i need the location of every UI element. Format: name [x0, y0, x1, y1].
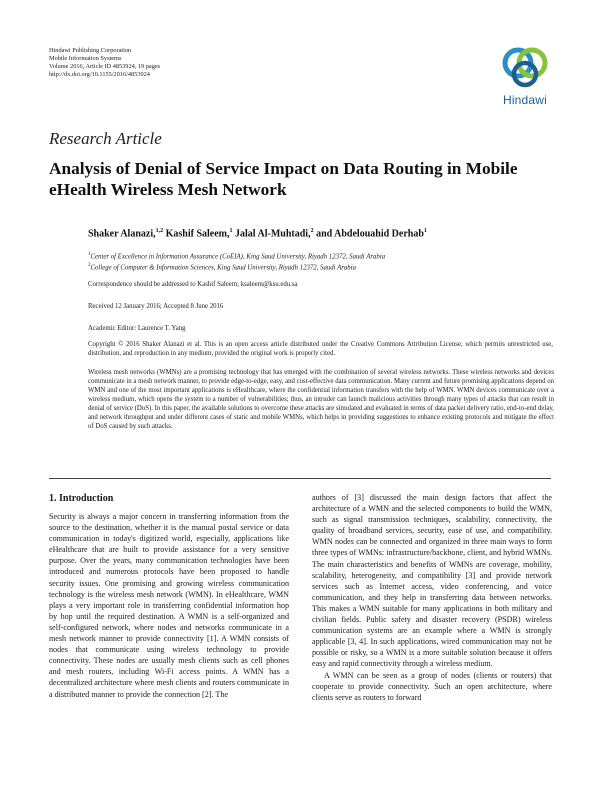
body-paragraph: A WMN can be seen as a group of nodes (clients or routers) that cooperate to provide connectivity. Such an open architecture, where clients serve as routers to forward — [312, 670, 552, 702]
journal-header — [49, 47, 160, 79]
section-heading: 1. Introduction — [49, 493, 114, 504]
body-paragraph: Security is always a major concern in transferring information from the source to the destination, whether it is the manual postal service or data communication in today's digitized world, especially, applications like eHealthcare that are built to provide assistance for a very sensitive purpose. Over the years, many communication technologies have been introduced and numerous protocols have been proposed to handle security issues. One promising and growing wireless communication technology is the wireless mesh network (WMN). In eHealthcare, WMN plays a very important role in transferring confidential information hop by hop until the required destination. A WMN is a self-organized and self-configured network, where nodes and networks communicate in a mesh network manner to provide connectivity [1]. A WMN consists of nodes that communicate using wireless technology to provide connectivity. These nodes are usually mesh clients such as cell phones and mesh routers, including Wi-Fi access points. A WMN has a decentralized architecture where mesh clients and routers communicate in a distributed manner to provide the connection [2]. The — [49, 512, 289, 699]
volume-info: Volume 2016, Article ID 4853924, 19 pages — [49, 63, 161, 70]
author-name: Jalal Al-Muhtadi, — [235, 228, 311, 240]
affiliations — [88, 250, 558, 273]
copyright-notice: Copyright © 2016 Shaker Alanazi et al. This is an open access article distributed under the Creative Commons Attribution License, which permits unrestricted use, distribution, and reproduction in any medium, provided the original work is properly cited. — [88, 341, 553, 357]
section-divider — [49, 478, 551, 479]
author-affil-sup: 1 — [423, 228, 427, 234]
body-paragraph: authors of [3] discussed the main design factors that affect the architecture of a WMN and the selected components to build the WMN, such as signal transmission techniques, scalability, connectivity, the quality of broadband services, security, ease of use, and compatibility. WMN nodes can be connected and organized in three main ways to form three types of WMNs: infrastructure/backbone, client, and hybrid WMNs. The main characteristics and benefits of WMNs are coverage, mobility, scalability, heterogeneity, and compatibility [3] and provide network services such as Internet access, video conferencing, and voice communication, and they help in transferring data between networks. This makes a WMN suitable for many applications in both military and civilian fields. Public safety and disaster recovery (PSDR) wireless communication systems are an example where a WMN is strongly applicable [3, 4]. In such applications, wired communication may not be possible or risky, so a WMN is a more suitable solution because it offers easy and rapid connectivity through a wireless medium. — [312, 493, 552, 669]
paper-title: Analysis of Denial of Service Impact on Data Routing in Mobile eHealth Wireless Mesh Network — [49, 159, 518, 199]
body-column-right — [312, 492, 552, 703]
received-accepted-dates: Received 12 January 2016; Accepted 8 June 2016 — [88, 303, 224, 310]
author-name: Kashif Saleem, — [165, 228, 230, 240]
doi-link[interactable]: http://dx.doi.org/10.1155/2016/4853924 — [49, 71, 150, 78]
affiliation-item: $^1$Center of Excellence in Information Assurance (CoEIA), King Saud University, Riyadh 12372, Saudi Arabia — [88, 252, 386, 261]
hindawi-logo-icon — [496, 43, 554, 93]
hindawi-logo-text: Hindawi — [502, 93, 548, 107]
hindawi-logo — [496, 43, 554, 109]
affiliation-item: $^2$College of Computer & Information Sciences, King Saud University, Riyadh 12372, Saudi Arabia — [88, 263, 356, 272]
author-affil-sup: 2 — [310, 228, 314, 234]
journal-name: Mobile Information Systems — [49, 55, 122, 62]
article-type: Research Article — [49, 129, 162, 148]
author-name: and Abdelouahid Derhab — [316, 228, 424, 240]
body-column-left — [49, 492, 289, 700]
author-affil-sup: 1 — [229, 228, 233, 234]
correspondence: Correspondence should be addressed to Kashif Saleem; ksaleem@ksu.edu.sa — [88, 281, 298, 288]
publisher-name: Hindawi Publishing Corporation — [49, 47, 132, 54]
abstract: Wireless mesh networks (WMNs) are a promising technology that has emerged with the combination of several wireless networks. These wireless networks and devices communicate in a mesh network manner, to provide edge-to-edge, easy, and cost-effective data communication. Many current and future promising applications depend on WMN and one of the most important applications is eHealthcare, where the confidential information transfers with the help of WMN. WMN devices communicate over a wireless medium, which opens the system to a number of vulnerabilities; thus, an intruder can launch malicious activities through many types of attacks that can result in denial of service (DoS). In this paper, the available solutions to overcome these attacks are simulated and evaluated in terms of data packet delivery ratio, end-to-end delay, and network throughput and under different cases of static and mobile WMNs, which helps in providing suggestions to enhance existing protocols and mitigate the effect of DoS caused by such attacks. — [88, 369, 554, 430]
author-affil-sup: 1,2 — [155, 228, 164, 234]
author-list — [88, 228, 427, 239]
academic-editor: Academic Editor: Laurence T. Yang — [88, 325, 186, 332]
author-name: Shaker Alanazi, — [88, 228, 156, 240]
